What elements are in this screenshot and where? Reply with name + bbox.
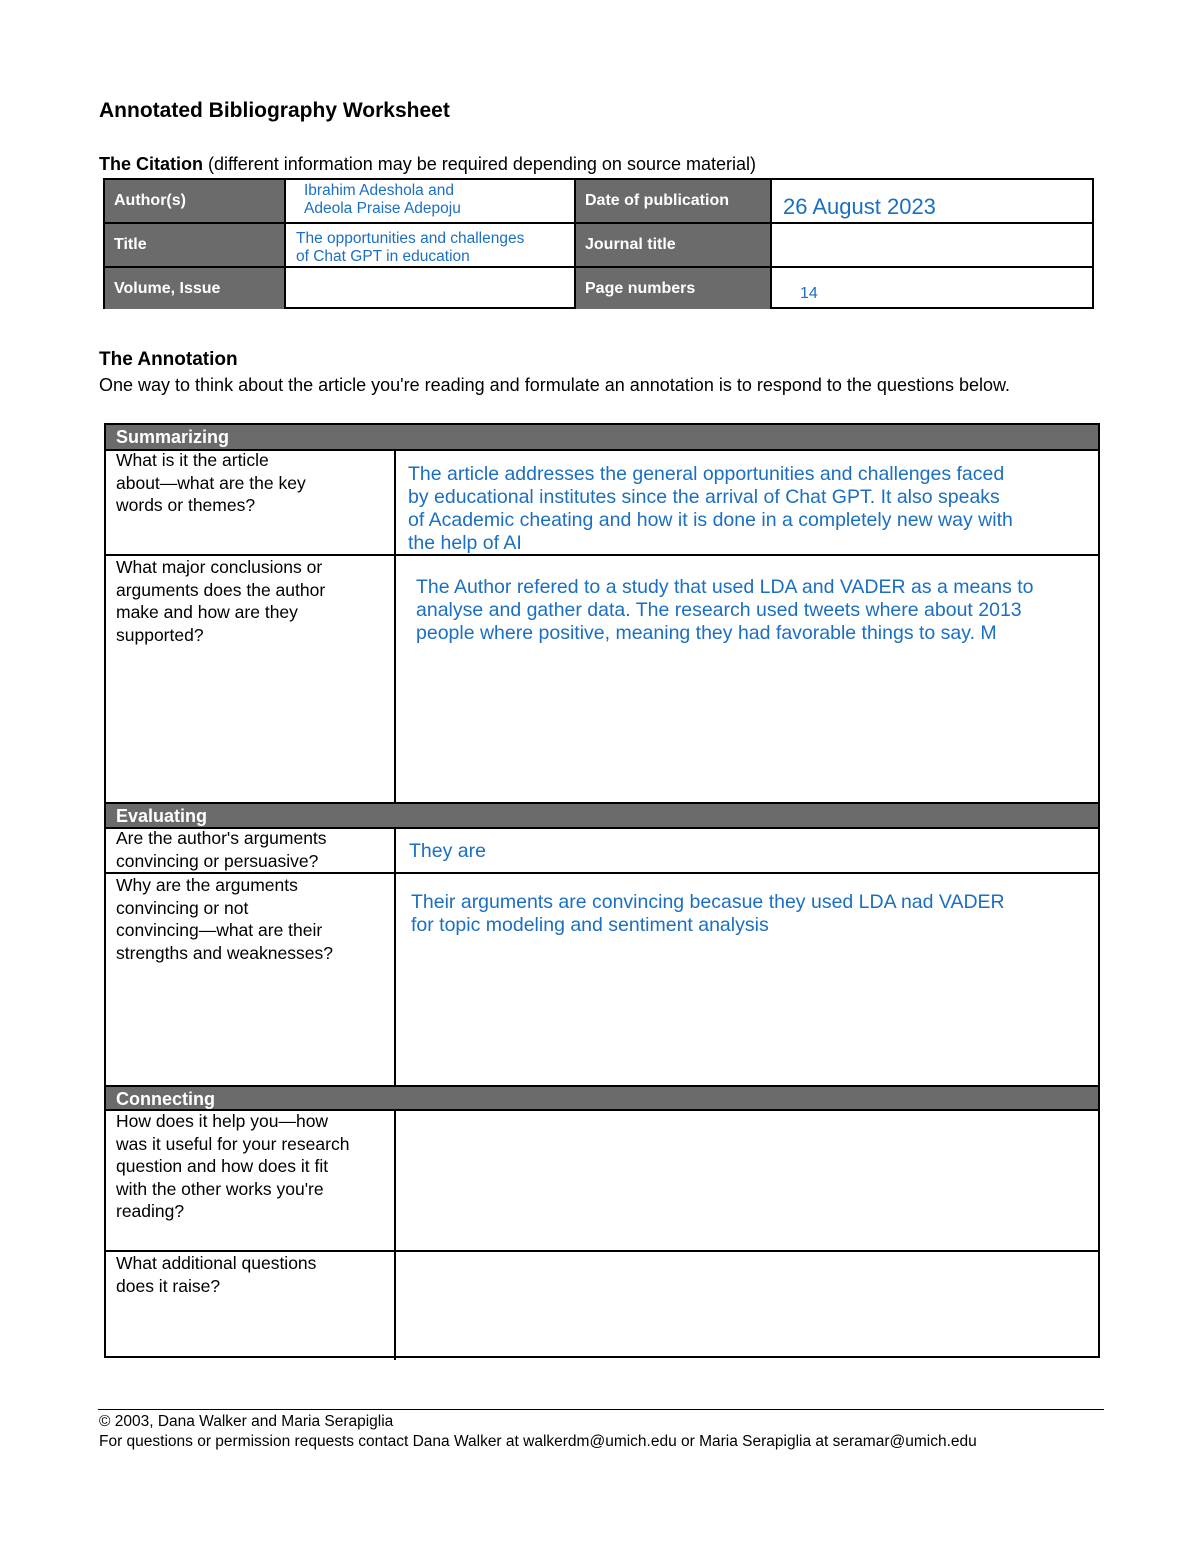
author-line-1: Ibrahim Adeshola and: [304, 182, 454, 199]
question-usefulness: [116, 1110, 391, 1223]
column-divider: [394, 827, 396, 1087]
volume-label: Volume, Issue: [105, 268, 284, 309]
journal-label: Journal title: [576, 224, 770, 266]
annotation-heading: The Annotation: [99, 349, 238, 370]
question-line: reading?: [116, 1201, 185, 1221]
question-line: words or themes?: [116, 495, 256, 515]
citation-divider: [770, 180, 772, 307]
section-evaluating: Evaluating: [106, 804, 1098, 828]
citation-table: [103, 178, 1094, 309]
section-summarizing: Summarizing: [106, 425, 1098, 449]
question-line: strengths and weaknesses?: [116, 942, 333, 963]
citation-heading: [99, 154, 756, 175]
question-line: What additional questions: [116, 1253, 317, 1273]
question-line: was it useful for your research: [116, 1133, 350, 1154]
question-themes: [116, 449, 391, 517]
question-line: supported?: [116, 624, 204, 645]
question-convincing: [116, 827, 391, 872]
answer-line: people where positive, meaning they had favorable things to say. M: [416, 622, 997, 644]
answer-line: of Academic cheating and how it is done in a completely new way with: [408, 509, 1013, 531]
section-connecting: Connecting: [106, 1087, 1098, 1111]
title-line-1: The opportunities and challenges: [296, 230, 525, 247]
answer-additional[interactable]: [411, 1265, 1091, 1345]
question-conclusions: [116, 556, 391, 646]
answer-line: They are: [409, 840, 486, 862]
citation-heading-note: (different information may be required depending on source material): [208, 154, 756, 174]
question-line: does it raise?: [116, 1275, 221, 1296]
answer-line: by educational institutes since the arrival of Chat GPT. It also speaks: [408, 486, 1000, 508]
footer-rule: [98, 1409, 1104, 1410]
answer-usefulness[interactable]: [411, 1125, 1091, 1245]
answer-line: analyse and gather data. The research used tweets where about 2013: [416, 599, 1022, 621]
answer-line: the help of AI: [408, 532, 522, 554]
question-line: convincing—what are their: [116, 920, 323, 940]
worksheet-title: Annotated Bibliography Worksheet: [99, 99, 450, 122]
question-line: Why are the arguments: [116, 875, 298, 895]
question-line: question and how does it fit: [116, 1156, 329, 1176]
question-line: How does it help you—how: [116, 1111, 329, 1131]
author-value[interactable]: [286, 182, 573, 222]
annotation-intro: One way to think about the article you're reading and formulate an annotation is to respond to the questions below.: [99, 375, 1011, 395]
answer-line: The Author refered to a study that used LDA and VADER as a means to: [416, 576, 1034, 598]
question-line: convincing or not: [116, 897, 249, 918]
question-line: about—what are the key: [116, 472, 306, 493]
date-label: Date of publication: [576, 180, 770, 222]
citation-heading-label: The Citation: [99, 154, 203, 174]
answer-convincing[interactable]: [409, 840, 1089, 863]
citation-divider: [284, 180, 286, 307]
date-value[interactable]: 26 August 2023: [783, 194, 936, 219]
answer-themes[interactable]: [408, 463, 1088, 555]
question-line: with the other works you're: [116, 1178, 324, 1199]
answer-line: for topic modeling and sentiment analysis: [411, 914, 769, 936]
question-line: What is it the article: [116, 450, 269, 470]
question-line: convincing or persuasive?: [116, 850, 319, 871]
question-line: make and how are they: [116, 602, 298, 622]
pages-label: Page numbers: [576, 268, 770, 309]
question-line: Are the author's arguments: [116, 828, 327, 848]
title-label: Title: [105, 224, 284, 266]
author-line-2: Adeola Praise Adepoju: [304, 200, 461, 217]
footer-copyright: © 2003, Dana Walker and Maria Serapiglia: [99, 1413, 394, 1430]
citation-row-divider: [105, 266, 1092, 268]
pages-value[interactable]: 14: [800, 285, 818, 302]
title-line-2: of Chat GPT in education: [296, 248, 470, 265]
question-additional: [116, 1252, 391, 1297]
column-divider: [394, 449, 396, 804]
footer-contact: For questions or permission requests contact Dana Walker at walkerdm@umich.edu or Maria Serapiglia at seramar@umich.edu: [99, 1433, 977, 1450]
answer-line: The article addresses the general opportunities and challenges faced: [408, 463, 1005, 485]
title-value[interactable]: [286, 230, 573, 266]
column-divider: [394, 1109, 396, 1360]
question-line: arguments does the author: [116, 579, 326, 600]
annotation-table: [104, 423, 1100, 1358]
author-label: Author(s): [105, 180, 284, 222]
answer-line: Their arguments are convincing becasue they used LDA nad VADER: [411, 891, 1005, 913]
citation-row-divider: [105, 222, 1092, 224]
question-strengths: [116, 874, 391, 964]
answer-conclusions[interactable]: [416, 576, 1096, 645]
question-line: What major conclusions or: [116, 557, 323, 577]
answer-strengths[interactable]: [411, 891, 1091, 937]
citation-divider: [574, 180, 576, 307]
